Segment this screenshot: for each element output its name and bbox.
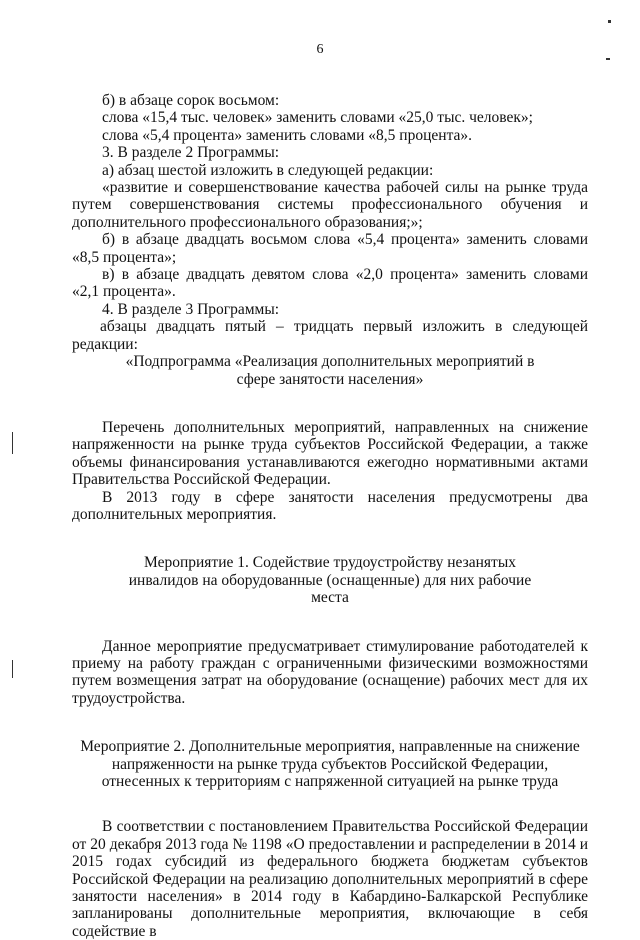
measure-1-title: Мероприятие 1. Содействие трудоустройству незанятых инвалидов на оборудованные (оснащенные) для них рабочие места: [128, 554, 532, 607]
paragraph: Данное мероприятие предусматривает стимулирование работодателей к приему на работу граждан с ограниченными физическими возможностями путем возмещения затрат на оборудование (оснащение) рабочих мест для их трудоустройства.: [72, 637, 588, 707]
section-heading: 4. В разделе 3 Программы:: [102, 300, 280, 318]
paragraph: в) в абзаце двадцать девятом слова «2,0 процента» заменить словами «2,1 процента».: [72, 266, 588, 301]
document-body: [72, 92, 588, 940]
scan-mark: [606, 58, 610, 60]
page-number: 6: [316, 42, 324, 57]
quoted-paragraph: «развитие и совершенствование качества рабочей силы на рынке труда путем совершенствования системы профессионального обучения и дополнительного профессионального образования;»;: [72, 179, 588, 231]
margin-line: [12, 432, 13, 454]
paragraph: абзацы двадцать пятый – тридцать первый изложить в следующей редакции:: [72, 318, 588, 353]
subprogram-title: «Подпрограмма «Реализация дополнительных мероприятий в сфере занятости населения»: [125, 353, 535, 388]
paragraph: б) в абзаце двадцать восьмом слова «5,4 процента» заменить словами «8,5 процента»;: [72, 231, 588, 266]
paragraph: б) в абзаце сорок восьмом:: [102, 92, 280, 109]
paragraph: 3. В разделе 2 Программы:: [102, 144, 280, 162]
margin-line: [12, 660, 13, 678]
paragraph: В 2013 году в сфере занятости населения предусмотрены два дополнительных мероприятия.: [72, 488, 588, 523]
paragraph: слова «5,4 процента» заменить словами «8,5 процента».: [102, 126, 473, 144]
paragraph: а) абзац шестой изложить в следующей редакции:: [102, 161, 434, 179]
scan-mark: [608, 20, 611, 23]
measure-2-title: Мероприятие 2. Дополнительные мероприятия, направленные на снижение напряженности на рынке труда субъектов Российской Федерации, отнесенных к территориям с напряженной ситуацией на рынке труда: [80, 738, 580, 790]
paragraph: слова «15,4 тыс. человек» заменить словами «25,0 тыс. человек»;: [102, 109, 533, 127]
paragraph: В соответствии с постановлением Правительства Российской Федерации от 20 декабря 2013 года № 1198 «О предоставлении и распределении в 2014 и 2015 годах субсидий из федерального бюджета бюджетам субъектов Российской Федерации на реализацию дополнительных мероприятий в сфере занятости населения» в 2014 году в Кабардино-Балкарской Республике запланированы дополнительные мероприятия, включающие в себя содействие в: [72, 818, 588, 940]
paragraph: Перечень дополнительных мероприятий, направленных на снижение напряженности на рынке труда субъектов Российской Федерации, а также объемы финансирования устанавливаются ежегодно нормативными актами Правительства Российской Федерации.: [72, 418, 588, 489]
